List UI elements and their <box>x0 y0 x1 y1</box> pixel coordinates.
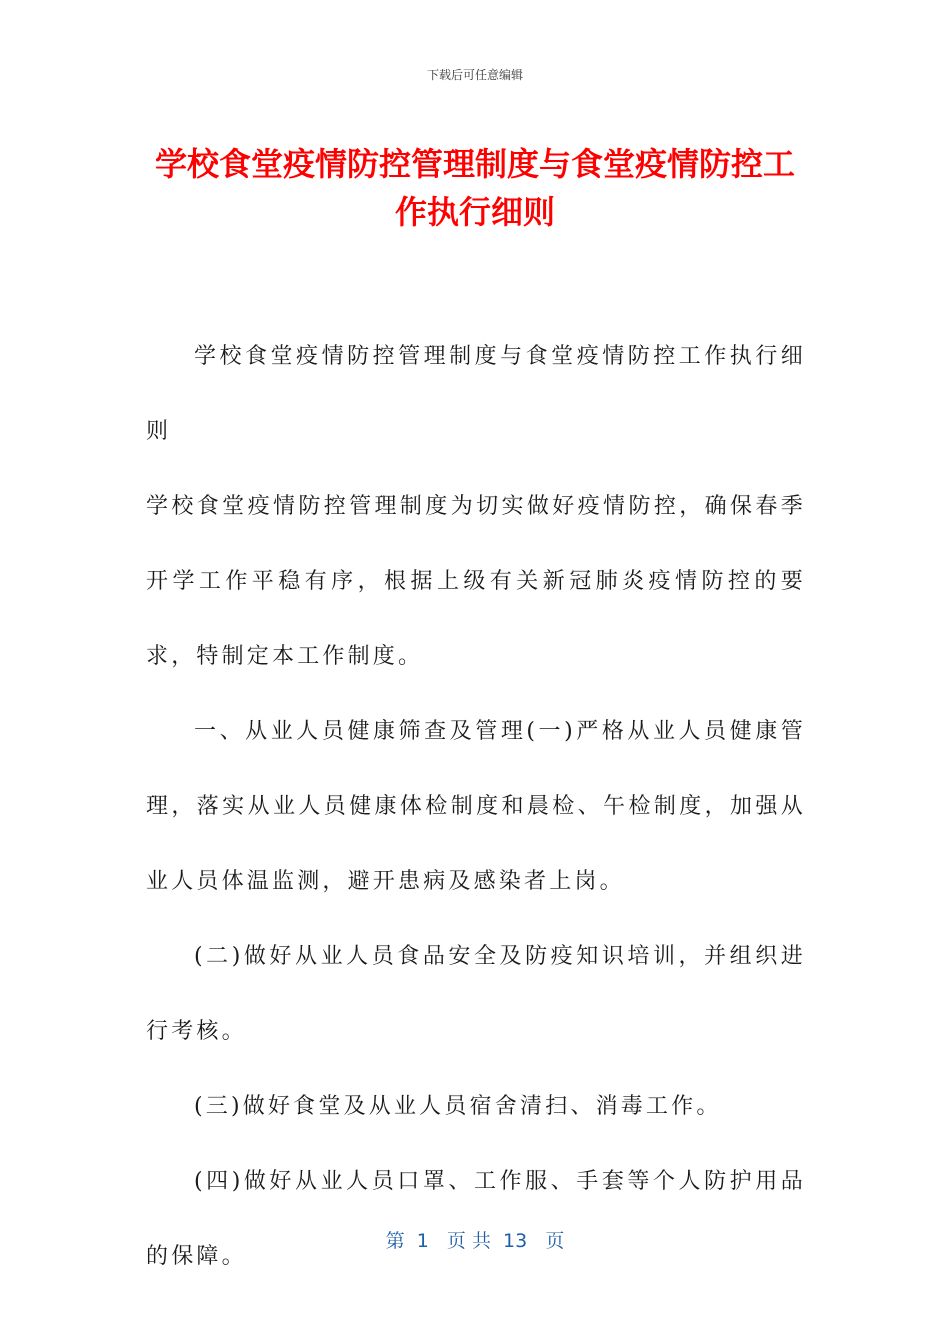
paragraph-6: (四)做好从业人员口罩、工作服、手套等个人防护用品的保障。 <box>146 1169 806 1269</box>
paragraph-5: (三)做好食堂及从业人员宿舍清扫、消毒工作。 <box>194 1094 722 1119</box>
paragraph-4: (二)做好从业人员食品安全及防疫知识培训，并组织进行考核。 <box>146 944 806 1044</box>
document-body <box>146 319 806 1294</box>
paragraph-2: 学校食堂疫情防控管理制度为切实做好疫情防控，确保春季开学工作平稳有序，根据上级有关新冠肺炎疫情防控的要求，特制定本工作制度。 <box>146 494 806 669</box>
header-note: 下载后可任意编辑 <box>426 68 523 82</box>
page-number-footer: 第 1 页 共 13 页 <box>385 1230 565 1252</box>
paragraph-1: 学校食堂疫情防控管理制度与食堂疫情防控工作执行细则 <box>146 344 806 444</box>
paragraph-3: 一、从业人员健康筛查及管理(一)严格从业人员健康管理，落实从业人员健康体检制度和晨检、午检制度，加强从业人员体温监测，避开患病及感染者上岗。 <box>146 719 806 894</box>
document-title: 学校食堂疫情防控管理制度与食堂疫情防控工作执行细则 <box>154 145 795 231</box>
